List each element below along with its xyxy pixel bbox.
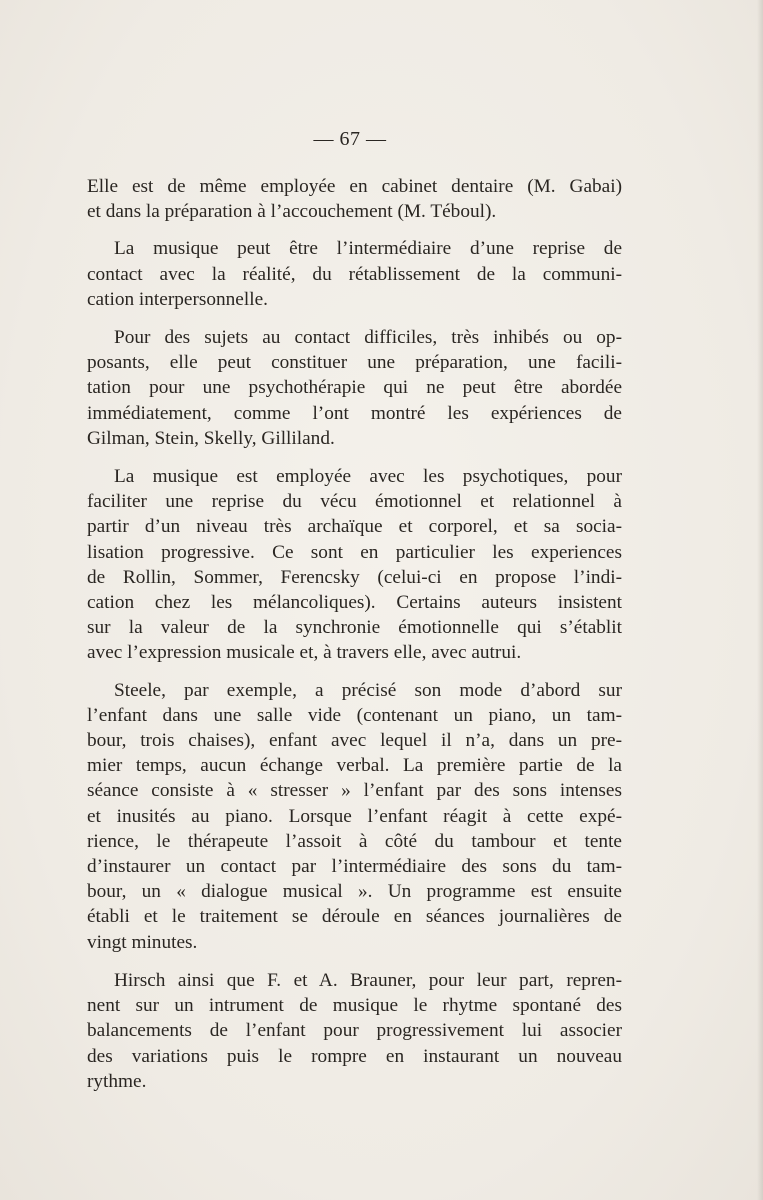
text-line: rythme. xyxy=(87,1070,147,1092)
text-line: nent sur un intrument de musique le rhytme spontané des xyxy=(87,995,622,1017)
paragraph xyxy=(87,464,622,666)
text-line: sur la valeur de la synchronie émotionnelle qui s’établit xyxy=(87,617,622,639)
paragraph xyxy=(87,325,622,451)
text-line: tation pour une psychothérapie qui ne peut être abordée xyxy=(87,377,622,399)
text-line: et inusités au piano. Lorsque l’enfant réagit à cette expé- xyxy=(87,805,622,827)
text-line: cation chez les mélancoliques). Certains auteurs insistent xyxy=(87,592,622,614)
text-line: balancements de l’enfant pour progressivement lui associer xyxy=(87,1020,622,1042)
text-line: La musique peut être l’intermédiaire d’une reprise de xyxy=(114,238,622,260)
page-number: — 67 — xyxy=(313,128,387,150)
text-line: vingt minutes. xyxy=(87,931,198,953)
text-line: bour, trois chaises), enfant avec lequel il n’a, dans un pre- xyxy=(87,730,622,752)
text-line: La musique est employée avec les psychotiques, pour xyxy=(114,466,622,488)
text-line: avec l’expression musicale et, à travers elle, avec autrui. xyxy=(87,642,522,664)
text-line: immédiatement, comme l’ont montré les expériences de xyxy=(87,402,622,424)
text-line: de Rollin, Sommer, Ferencsky (celui-ci en propose l’indi- xyxy=(87,566,622,588)
text-line: d’instaurer un contact par l’intermédiaire des sons du tam- xyxy=(87,856,622,878)
text-line: cation interpersonnelle. xyxy=(87,288,268,310)
text-line: des variations puis le rompre en instaurant un nouveau xyxy=(87,1045,622,1067)
text-line: partir d’un niveau très archaïque et corporel, et sa socia- xyxy=(87,516,622,538)
text-line: établi et le traitement se déroule en séances journalières de xyxy=(87,906,622,928)
text-line: bour, un « dialogue musical ». Un programme est ensuite xyxy=(87,881,622,903)
text-line: posants, elle peut constituer une préparation, une facili- xyxy=(87,352,622,374)
text-line: séance consiste à « stresser » l’enfant par des sons intenses xyxy=(87,780,622,802)
text-line: et dans la préparation à l’accouchement (M. Téboul). xyxy=(87,201,497,223)
paragraph xyxy=(87,236,622,312)
text-line: Hirsch ainsi que F. et A. Brauner, pour leur part, repren- xyxy=(114,969,622,991)
text-line: Gilman, Stein, Skelly, Gilliland. xyxy=(87,427,335,449)
text-line: lisation progressive. Ce sont en particulier les experiences xyxy=(87,541,622,563)
text-line: mier temps, aucun échange verbal. La première partie de la xyxy=(87,755,622,777)
paragraph xyxy=(87,678,622,955)
paragraph xyxy=(87,968,622,1094)
text-line: Pour des sujets au contact difficiles, très inhibés ou op- xyxy=(114,327,622,349)
paragraph xyxy=(87,174,622,224)
text-line: Elle est de même employée en cabinet dentaire (M. Gabai) xyxy=(87,176,622,197)
text-line: rience, le thérapeute l’assoit à côté du tambour et tente xyxy=(87,830,622,852)
body-text xyxy=(87,174,622,1094)
page-edge-shadow xyxy=(757,0,763,1200)
text-line: Steele, par exemple, a précisé son mode d’abord sur xyxy=(114,679,622,701)
text-line: faciliter une reprise du vécu émotionnel et relationnel à xyxy=(87,491,622,513)
text-line: l’enfant dans une salle vide (contenant un piano, un tam- xyxy=(87,704,622,726)
text-line: contact avec la réalité, du rétablissement de la communi- xyxy=(87,263,622,285)
